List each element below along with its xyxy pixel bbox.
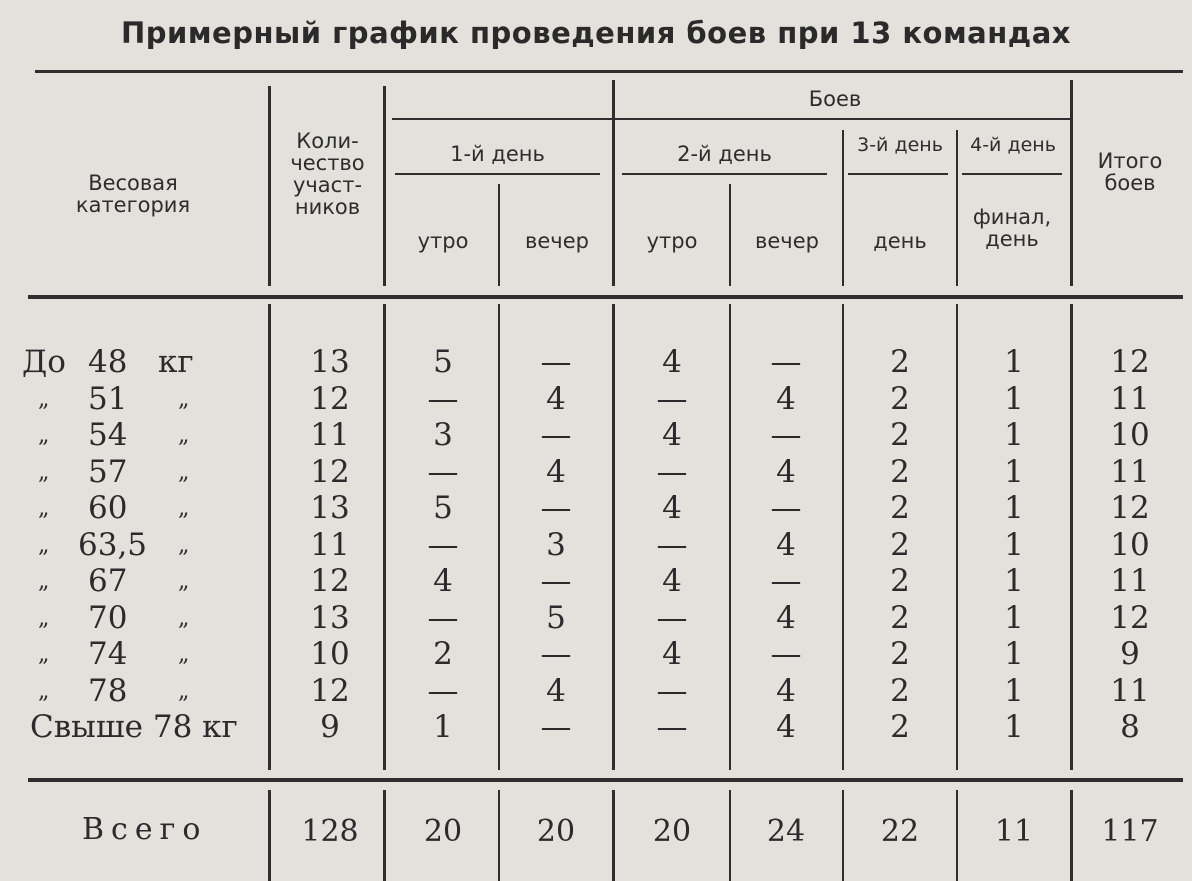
col-sep-total xyxy=(1070,80,1073,286)
cell-day2-morning: 4 xyxy=(662,563,682,599)
cell-day2-evening: — xyxy=(770,344,802,380)
cell-day1-morning: 5 xyxy=(433,490,453,526)
header-total: Итого боев xyxy=(1097,149,1163,195)
category-weight: 74 xyxy=(88,636,128,672)
category-weight: 60 xyxy=(88,490,128,526)
cell-day4-final: 1 xyxy=(1004,672,1024,709)
category-unit: кг xyxy=(158,344,194,380)
page-title: Примерный график проведения боев при 13 командах xyxy=(121,16,1071,50)
header-bouts: Боев xyxy=(808,87,862,111)
category-prefix: „ xyxy=(38,459,50,485)
cell-day1-morning: — xyxy=(427,380,459,417)
cell-day1-evening: — xyxy=(540,709,572,745)
header-day2-morning: утро xyxy=(646,229,698,253)
col-sep-participants xyxy=(383,86,386,286)
cell-day3-day: 2 xyxy=(890,563,910,599)
cell-total: 11 xyxy=(1110,380,1150,417)
cell-day1-morning: 1 xyxy=(433,709,453,745)
cell-day1-morning: — xyxy=(427,526,459,563)
totals-rule xyxy=(28,778,1183,782)
col-sep-category xyxy=(268,86,271,286)
col-sep-day2 xyxy=(729,184,731,286)
category-prefix: „ xyxy=(38,605,50,631)
cell-day4-final: 1 xyxy=(1004,636,1024,672)
cell-day1-morning: 3 xyxy=(433,417,453,453)
weight-category xyxy=(0,601,270,636)
cell-day3-day: 2 xyxy=(890,453,910,490)
cell-day1-evening: — xyxy=(540,417,572,453)
top-rule xyxy=(35,70,1183,73)
cell-day1-evening: 4 xyxy=(546,453,566,490)
cell-participants: 10 xyxy=(310,636,350,672)
day3-rule xyxy=(848,173,948,175)
header-bottom-rule xyxy=(28,295,1183,299)
cell-day4-final: 1 xyxy=(1004,490,1024,526)
totals-label: Всего xyxy=(82,812,208,847)
cell-day3-day: 2 xyxy=(890,709,910,745)
total-participants: 128 xyxy=(301,814,359,849)
cell-participants: 13 xyxy=(310,490,350,526)
weight-category xyxy=(0,455,270,490)
table-row xyxy=(0,674,1192,709)
total-day4-final: 11 xyxy=(994,814,1034,849)
cell-day2-morning: — xyxy=(656,453,688,490)
cell-participants: 13 xyxy=(310,599,350,636)
category-ditto-mark: „ xyxy=(178,678,190,704)
category-weight: 63,5 xyxy=(78,526,148,563)
cell-day1-evening: — xyxy=(540,563,572,599)
total-day1-evening: 20 xyxy=(536,814,576,849)
category-prefix: „ xyxy=(38,532,50,558)
category-prefix: „ xyxy=(38,569,50,594)
weight-category xyxy=(0,564,270,599)
col-sep-day1 xyxy=(498,184,500,286)
cell-day3-day: 2 xyxy=(890,672,910,709)
category-ditto-mark: „ xyxy=(178,569,190,594)
category-weight: 48 xyxy=(88,344,128,380)
totals-row xyxy=(0,812,1192,852)
cell-day1-evening: 4 xyxy=(546,672,566,709)
cell-day3-day: 2 xyxy=(890,526,910,563)
cell-day3-day: 2 xyxy=(890,380,910,417)
header-day3: 3-й день xyxy=(857,134,943,156)
category-prefix: „ xyxy=(38,642,50,667)
table-row xyxy=(0,345,1192,380)
cell-total: 11 xyxy=(1110,672,1150,709)
table-row xyxy=(0,601,1192,636)
cell-day2-evening: — xyxy=(770,417,802,453)
weight-category xyxy=(0,637,270,672)
cell-participants: 9 xyxy=(320,709,340,745)
cell-day1-evening: 4 xyxy=(546,380,566,417)
cell-day2-evening: 4 xyxy=(776,709,796,745)
col-sep-day1-day2 xyxy=(612,80,615,286)
table-row xyxy=(0,710,1192,745)
header-day2-evening: вечер xyxy=(755,229,819,253)
header-participants: Коли-чество участ-ников xyxy=(290,129,365,219)
cell-participants: 12 xyxy=(310,380,350,417)
cell-day3-day: 2 xyxy=(890,490,910,526)
cell-day4-final: 1 xyxy=(1004,709,1024,745)
weight-category xyxy=(0,418,270,453)
category-ditto-mark: „ xyxy=(178,605,190,631)
cell-day2-evening: 4 xyxy=(776,599,796,636)
cell-day1-morning: — xyxy=(427,672,459,709)
cell-day4-final: 1 xyxy=(1004,344,1024,380)
cell-day2-evening: 4 xyxy=(776,526,796,563)
cell-day2-evening: — xyxy=(770,490,802,526)
cell-day4-final: 1 xyxy=(1004,453,1024,490)
weight-category xyxy=(0,345,270,380)
category-prefix: „ xyxy=(38,423,50,448)
category-weight: 57 xyxy=(88,453,128,490)
cell-day2-evening: — xyxy=(770,636,802,672)
header-day3-day: день xyxy=(873,229,927,253)
cell-day1-morning: 5 xyxy=(433,344,453,380)
cell-day2-morning: 4 xyxy=(662,417,682,453)
cell-day2-evening: 4 xyxy=(776,380,796,417)
cell-day1-morning: — xyxy=(427,599,459,636)
cell-total: 12 xyxy=(1110,599,1150,636)
cell-day2-evening: — xyxy=(770,563,802,599)
category-ditto-mark: „ xyxy=(178,642,190,667)
category-prefix: До xyxy=(22,344,66,380)
cell-participants: 13 xyxy=(310,344,350,380)
header-day4-final: финал, день xyxy=(972,205,1052,251)
table-row xyxy=(0,564,1192,599)
col-sep-day2-day3 xyxy=(842,130,844,286)
cell-day2-morning: — xyxy=(656,526,688,563)
category-prefix: „ xyxy=(38,386,50,412)
cell-day2-evening: 4 xyxy=(776,672,796,709)
category-prefix: „ xyxy=(38,678,50,704)
total-day3-day: 22 xyxy=(880,814,920,849)
category-ditto-mark: „ xyxy=(178,459,190,485)
table-row xyxy=(0,455,1192,490)
cell-day2-morning: — xyxy=(656,380,688,417)
category-ditto-mark: „ xyxy=(178,423,190,448)
cell-total: 10 xyxy=(1110,417,1150,453)
header-day4: 4-й день xyxy=(970,134,1056,156)
table-row xyxy=(0,528,1192,563)
cell-day1-morning: 4 xyxy=(433,563,453,599)
category-prefix: Свыше 78 кг xyxy=(30,709,238,745)
day4-rule xyxy=(962,173,1062,175)
table-row xyxy=(0,418,1192,453)
cell-day3-day: 2 xyxy=(890,636,910,672)
cell-day1-evening: — xyxy=(540,490,572,526)
header-day2: 2-й день xyxy=(677,142,772,166)
cell-day4-final: 1 xyxy=(1004,380,1024,417)
weight-category xyxy=(0,528,270,563)
cell-participants: 12 xyxy=(310,453,350,490)
cell-day1-morning: 2 xyxy=(433,636,453,672)
weight-category xyxy=(0,491,270,526)
category-weight: 70 xyxy=(88,599,128,636)
day1-rule xyxy=(395,173,600,175)
header-day1: 1-й день xyxy=(450,142,545,166)
category-weight: 51 xyxy=(88,380,128,417)
table-row xyxy=(0,637,1192,672)
cell-day3-day: 2 xyxy=(890,344,910,380)
cell-day1-evening: 3 xyxy=(546,526,566,563)
cell-day3-day: 2 xyxy=(890,417,910,453)
category-ditto-mark: „ xyxy=(178,496,190,521)
cell-day4-final: 1 xyxy=(1004,526,1024,563)
day2-rule xyxy=(622,173,827,175)
bouts-rule xyxy=(392,118,1070,120)
cell-day1-evening: 5 xyxy=(546,599,566,636)
category-prefix: „ xyxy=(38,496,50,521)
total-total: 117 xyxy=(1101,814,1159,849)
cell-day2-morning: — xyxy=(656,672,688,709)
cell-participants: 12 xyxy=(310,563,350,599)
category-ditto-mark: „ xyxy=(178,532,190,558)
header-category: Весовая категория xyxy=(75,171,191,217)
cell-total: 10 xyxy=(1110,526,1150,563)
weight-category xyxy=(0,710,270,745)
category-weight: 78 xyxy=(88,672,128,709)
cell-day4-final: 1 xyxy=(1004,563,1024,599)
total-day1-morning: 20 xyxy=(423,814,463,849)
cell-day2-morning: 4 xyxy=(662,344,682,380)
weight-category xyxy=(0,674,270,709)
cell-day2-morning: — xyxy=(656,599,688,636)
cell-day3-day: 2 xyxy=(890,599,910,636)
table-row xyxy=(0,382,1192,417)
cell-day4-final: 1 xyxy=(1004,417,1024,453)
cell-total: 12 xyxy=(1110,344,1150,380)
cell-total: 9 xyxy=(1120,636,1140,672)
cell-total: 12 xyxy=(1110,490,1150,526)
cell-day2-morning: 4 xyxy=(662,490,682,526)
weight-category xyxy=(0,382,270,417)
header-day1-morning: утро xyxy=(417,229,469,253)
cell-day1-morning: — xyxy=(427,453,459,490)
cell-day2-evening: 4 xyxy=(776,453,796,490)
cell-total: 11 xyxy=(1110,453,1150,490)
total-day2-morning: 20 xyxy=(652,814,692,849)
cell-total: 8 xyxy=(1120,709,1140,745)
cell-participants: 12 xyxy=(310,672,350,709)
cell-day1-evening: — xyxy=(540,344,572,380)
table-row xyxy=(0,491,1192,526)
cell-day4-final: 1 xyxy=(1004,599,1024,636)
cell-participants: 11 xyxy=(310,526,350,563)
cell-day2-morning: 4 xyxy=(662,636,682,672)
header-day1-evening: вечер xyxy=(525,229,589,253)
cell-day2-morning: — xyxy=(656,709,688,745)
cell-total: 11 xyxy=(1110,563,1150,599)
category-weight: 54 xyxy=(88,417,128,453)
cell-day1-evening: — xyxy=(540,636,572,672)
category-weight: 67 xyxy=(88,563,128,599)
cell-participants: 11 xyxy=(310,417,350,453)
total-day2-evening: 24 xyxy=(766,814,806,849)
category-ditto-mark: „ xyxy=(178,386,190,412)
